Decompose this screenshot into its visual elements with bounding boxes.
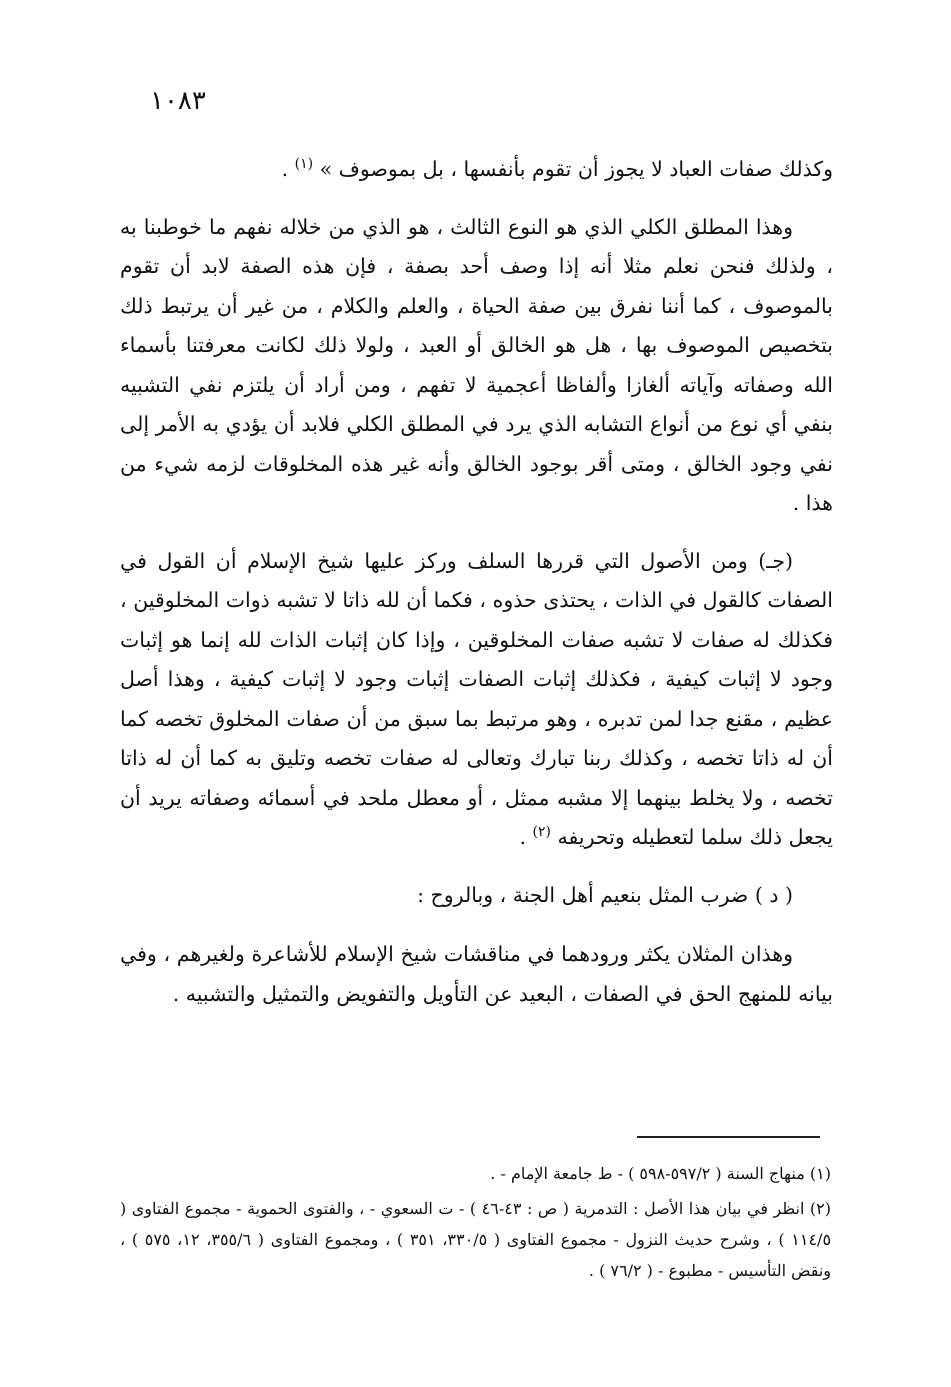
paragraph-text: .	[519, 825, 527, 849]
paragraph-text: (جـ) ومن الأصول التي قررها السلف وركز عليها شيخ الإسلام أن القول في الصفات كالقول في الذات ، يحتذى حذوه ، فكما أن لله ذاتا لا تشبه ذوات المخلوقين ، فكذلك له صفات لا تشبه صفات المخلوقين ، وإذا كان إثبات الذات لله إنما هو إثبات وجود لا إثبات كيفية ، فكذلك إثبات الصفات إثبات وجود لا إثبات كيفية ، وهذا أصل عظيم ، مقنع جدا لمن تدبره ، وهو مرتبط بما سبق من أن صفات المخلوق تخصه كما أن له ذاتا تخصه ، وكذلك ربنا تبارك وتعالى له صفات تخصه وتليق به كما أن له ذاتا تخصه ، ولا يخلط بينهما إلا مشبه ممثل ، أو معطل ملحد في أسمائه وصفاته يريد أن يجعل ذلك سلما لتعطيله وتحريفه	[120, 548, 833, 849]
paragraph-absolute-universal: وهذا المطلق الكلي الذي هو النوع الثالث ، هو الذي من خلاله نفهم ما خوطبنا به ، ولذلك فنحن نعلم مثلا أنه إذا وصف أحد بصفة ، فإن هذه الصفة لابد أن تقوم بالموصوف ، كما أننا نفرق بين صفة الحياة ، والعلم والكلام ، من غير أن يرتبط ذلك بتخصيص الموصوف بها ، هل هو الخالق أو العبد ، ولولا ذلك لكانت معرفتنا بأسماء الله وصفاته وآياته ألغازا وألفاظا أعجمية لا تفهم ، ومن أراد أن يلتزم نفي التشبيه بنفي أي نوع من أنواع التشابه الذي يرد في المطلق الكلي فلابد أن يؤدي به الأمر إلى نفي وجود الخالق ، ومتى أقر بوجود الخالق وأنه غير هذه المخلوقات لزمه شيء من هذا .	[120, 214, 833, 515]
paragraph-text: وكذلك صفات العباد لا يجوز أن تقوم بأنفسها ، بل بموصوف »	[319, 157, 833, 181]
footnote-2: (٢) انظر في بيان هذا الأصل : التدمرية ( ص : ٤٣-٤٦ ) - ت السعوي - ، والفتوى الحموية - مجموع الفتاوى ( ١١٤/٥ ) ، وشرح حديث النزول - مجموع الفتاوى ( ٣٣٠/٥، ٣٥١ ) ، ومجموع الفتاوى ( ٣٥٥/٦، ١٢، ٥٧٥ ) ، ونقض التأسيس - مطبوع - ( ٧٦/٢ ) .	[120, 1199, 832, 1280]
page-number: ١٠٨٣	[150, 86, 206, 116]
paragraph-text: .	[281, 157, 289, 181]
footnote-1: (١) منهاج السنة ( ٥٩٧/٢-٥٩٨ ) - ط جامعة الإمام - .	[490, 1164, 831, 1183]
body-text	[120, 150, 833, 1032]
footnotes	[120, 1158, 831, 1290]
paragraph-two-examples: وهذان المثلان يكثر ورودهما في مناقشات شيخ الإسلام للأشاعرة ولغيرهم ، وفي بيانه للمنهج الحق في الصفات ، البعيد عن التأويل والتفويض والتمثيل والتشبيه .	[120, 942, 833, 1006]
paragraph-principle-jim	[120, 542, 833, 858]
section-heading-dal: ( د ) ضرب المثل بنعيم أهل الجنة ، وبالروح :	[417, 882, 793, 907]
paragraph-quote-end	[120, 150, 833, 190]
footnote-reference: (٢)	[532, 824, 552, 841]
footnote-reference: (١)	[294, 156, 314, 173]
footnote-divider	[637, 1136, 820, 1138]
